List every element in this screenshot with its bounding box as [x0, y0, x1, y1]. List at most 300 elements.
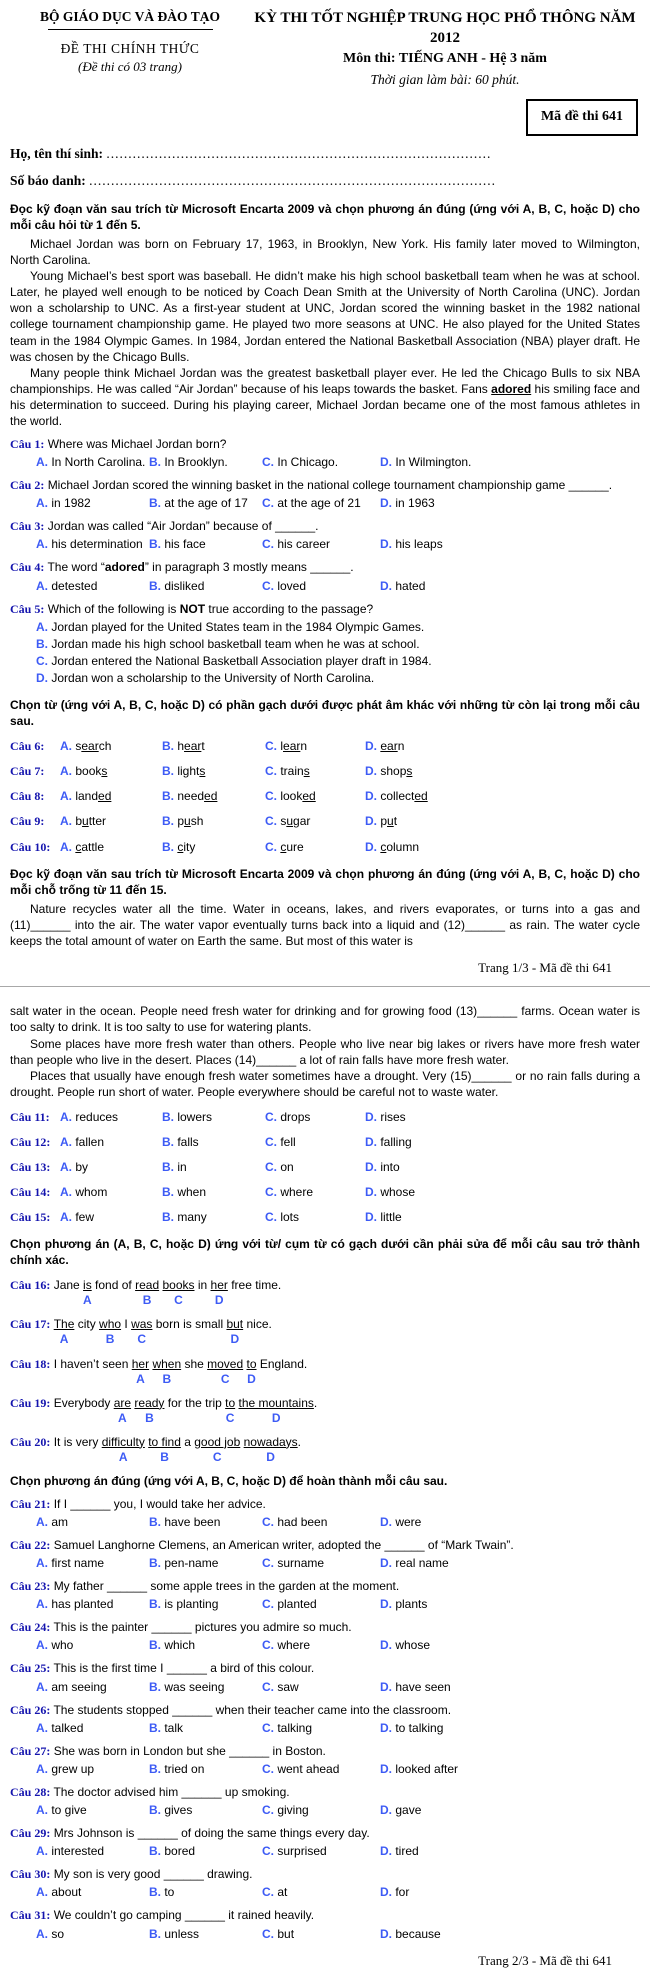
option-B: B. at the age of 17 [149, 496, 248, 511]
option-letter: A. [36, 1514, 48, 1529]
option-letter: B. [162, 789, 174, 804]
option-D: D. shops [365, 764, 413, 779]
underlined-text: c [280, 839, 287, 854]
question: Câu 22: Samuel Langhorne Clemens, an American writer, adopted the ______ of “Mark Twain”. A. first name B. pen-name C. surname D. real name [10, 1537, 640, 1571]
underlined-word: to D [246, 1356, 257, 1386]
option-B: B. tried on [149, 1761, 205, 1776]
option-letter: D. [380, 578, 392, 593]
option-letter: B. [149, 578, 161, 593]
option-C: C. talking [262, 1720, 313, 1735]
option-letter: A. [60, 789, 72, 804]
option-A: A. am [36, 1514, 69, 1529]
options-row [36, 1843, 640, 1859]
option-letter: D [266, 1449, 275, 1464]
reading-passage [10, 1003, 640, 1099]
question-number: Câu 21: [10, 1496, 51, 1511]
option-letter: C. [265, 1160, 277, 1174]
option-letter: A. [36, 1926, 48, 1941]
passage-paragraph: Some places have more fresh water than others. People who live near big lakes or rivers have more fresh water than people who live in the desert. Places (14)______ a lot of rain falls have more fresh water. [10, 1036, 640, 1067]
underlined-word: to C [225, 1395, 236, 1425]
option-letter: D. [380, 1720, 392, 1735]
option-C: C. giving [262, 1803, 309, 1818]
option-D: D. his leaps [380, 537, 443, 552]
underlined-word: to find B [148, 1434, 181, 1464]
option-B: B. bored [149, 1844, 196, 1859]
question-row [10, 1134, 640, 1150]
option-B: B. in [162, 1160, 187, 1174]
option-B: B. In Brooklyn. [149, 455, 228, 470]
options-row [36, 454, 640, 470]
option-letter: D. [365, 739, 377, 754]
option-letter: D. [380, 1926, 392, 1941]
option-D: D. have seen [380, 1679, 451, 1694]
option-letter: B [105, 1332, 115, 1347]
option-letter: D. [380, 1803, 392, 1818]
option-B: B. is planting [149, 1597, 219, 1612]
option-letter: C. [262, 496, 274, 511]
option-C: C. where [265, 1185, 314, 1200]
option-letter: B. [162, 1185, 174, 1200]
bold-text: NOT [179, 601, 206, 616]
option-B: B. lowers [162, 1109, 213, 1124]
option-letter: A. [60, 1134, 72, 1149]
header-left-block [10, 8, 250, 76]
option-letter: C. [262, 1679, 274, 1694]
option-letter: A. [36, 537, 48, 552]
option-letter: B. [162, 1109, 174, 1124]
candidate-name-label: Họ, tên thí sinh: [10, 145, 104, 161]
underlined-text: u [286, 814, 294, 829]
page-footer: Trang 1/3 - Mã đề thi 641 [478, 959, 612, 975]
option-A: A. reduces [60, 1109, 119, 1124]
underlined-word: but D [226, 1317, 244, 1347]
question-number: Câu 27: [10, 1743, 51, 1758]
option-letter: B. [162, 739, 174, 754]
option-A: A. grew up [36, 1761, 95, 1776]
underlined-text: ed [302, 789, 316, 804]
option-letter: A. [36, 578, 48, 593]
candidate-name-field [10, 145, 640, 163]
underlined-text: u [82, 814, 89, 829]
option-letter: D [214, 1293, 224, 1308]
option-letter: B. [149, 1556, 161, 1571]
question: Câu 2: Michael Jordan scored the winning basket in the national college tournament championship game ______. A. in 1982 B. at the age of 17 C. at the age of 21 D. in 1963 [10, 477, 640, 511]
option-B: B. falls [162, 1134, 199, 1149]
option-letter: D [271, 1410, 281, 1425]
option-letter: C [220, 1371, 230, 1386]
option-letter: C. [262, 1514, 274, 1529]
option-letter: A. [60, 839, 72, 854]
option-A: A. to give [36, 1803, 87, 1818]
option-B: B. which [149, 1638, 196, 1653]
question-number: Câu 4: [10, 560, 45, 575]
option-letter: A [83, 1293, 92, 1308]
passage-paragraph: Nature recycles water all the time. Water in oceans, lakes, and rivers evaporates, or turns into a gas and (11)______ into the air. The water vapor eventually turns back into a liquid and (12)______ as rain. The water cycle keeps the total amount of water on Earth the same. But most of this water is [10, 901, 640, 948]
question-number: Câu 23: [10, 1579, 51, 1594]
underlined-word: The A [53, 1317, 75, 1347]
passage-paragraph: Michael Jordan was born on February 17, 1963, in Brooklyn, New York. His family later moved to Wilmington, North Carolina. [10, 237, 640, 268]
question: Câu 25: This is the first time I ______ a bird of this colour. A. am seeing B. was seeing C. saw D. have seen [10, 1660, 640, 1694]
option-letter: B. [162, 764, 174, 779]
option-letter: B. [162, 839, 174, 854]
option-C: C. went ahead [262, 1761, 340, 1776]
option-A: A. books [60, 764, 108, 779]
question: Câu 1: Where was Michael Jordan born? A. In North Carolina. B. In Brooklyn. C. In Chicago. D. In Wilmington. [10, 436, 640, 470]
option-letter: C [137, 1332, 147, 1347]
question-number: Câu 25: [10, 1661, 51, 1676]
option-D: D. collected [365, 789, 428, 804]
underlined-text: s [406, 764, 413, 779]
option-D: D. Jordan won a scholarship to the University of North Carolina. [36, 670, 375, 685]
error-identification-question: Câu 17: The A city who B I was C born is small but D nice. [10, 1317, 272, 1347]
option-letter: C. [265, 1185, 277, 1200]
option-A: A. In North Carolina. [36, 455, 146, 470]
option-A: A. landed [60, 789, 112, 804]
question-number: Câu 5: [10, 601, 45, 616]
option-letter: A [118, 1449, 128, 1464]
page-1 [0, 0, 650, 978]
candidate-number-field [10, 172, 640, 190]
option-letter: B. [149, 1761, 161, 1776]
option-letter: B. [162, 1160, 174, 1174]
option-letter: D. [365, 1210, 377, 1225]
option-D: D. because [380, 1926, 441, 1941]
underlined-text: s [101, 764, 108, 779]
question-number: Câu 10: [10, 839, 51, 854]
question: Câu 5: Which of the following is NOT true according to the passage? A. Jordan played for the United States team in the 1984 Olympic Games. B. Jordan made his high school basketball team when he was at school. C. Jordan entered the National Basketball Association player draft in 1984. D. Jordan won a scholarship to the University of North Carolina. [10, 601, 640, 686]
option-letter: C. [265, 764, 277, 779]
underlined-text: ear [380, 739, 398, 754]
option-D: D. plants [380, 1597, 428, 1612]
option-letter: C. [262, 1720, 274, 1735]
passage-paragraph: salt water in the ocean. People need fresh water for drinking and for growing food (13)______ farms. Ocean water is too salty to drink. It is too salty to use for watering plants. [10, 1004, 640, 1035]
section-instruction: Chọn phương án đúng (ứng với A, B, C, hoặc D) để hoàn thành mỗi câu sau. [10, 1473, 448, 1488]
question: Câu 21: If I ______ you, I would take her advice. A. am B. have been C. had been D. were [10, 1496, 640, 1530]
option-letter: B. [162, 1210, 174, 1225]
question: Câu 24: This is the painter ______ pictures you admire so much. A. who B. which C. where D. whose [10, 1619, 640, 1653]
option-letter: A [136, 1371, 145, 1386]
option-letter: C. [262, 1556, 274, 1571]
option-letter: C. [265, 814, 277, 829]
option-letter: B. [149, 1926, 161, 1941]
option-C: C. trains [265, 764, 310, 779]
option-letter: C. [262, 1926, 274, 1941]
underlined-word: ready B [134, 1395, 165, 1425]
option-D: D. earn [365, 739, 405, 754]
option-C: C. at the age of 21 [262, 496, 361, 511]
error-identification-question: Câu 20: It is very difficulty A to find B a good job C nowadays D . [10, 1434, 302, 1464]
exam-subject: Môn thi: TIẾNG ANH - Hệ 3 năm [343, 51, 547, 67]
exam-code-box: Mã đề thi 641 [526, 99, 638, 136]
question-row [10, 813, 640, 829]
underlined-text: u [387, 814, 394, 829]
underlined-word: was C [131, 1317, 153, 1347]
option-letter: D. [380, 1885, 392, 1900]
option-B: B. talk [149, 1720, 184, 1735]
option-letter: B. [149, 455, 161, 470]
option-D: D. in 1963 [380, 496, 435, 511]
underlined-text: ed [98, 789, 112, 804]
option-letter: C [225, 1410, 235, 1425]
option-letter: D. [365, 814, 377, 829]
exam-duration: Thời gian làm bài: 60 phút. [370, 71, 520, 87]
option-letter: D. [380, 1556, 392, 1571]
question: Câu 30: My son is very good ______ drawing. A. about B. to C. at D. for [10, 1866, 640, 1900]
option-letter: D. [365, 1185, 377, 1200]
question-number: Câu 31: [10, 1908, 51, 1923]
option-C: C. surname [262, 1556, 325, 1571]
question: Câu 23: My father ______ some apple trees in the garden at the moment. A. has planted B. is planting C. planted D. plants [10, 1578, 640, 1612]
question-number: Câu 30: [10, 1867, 51, 1882]
option-letter: A. [36, 1720, 48, 1735]
option-D: D. into [365, 1160, 400, 1174]
option-C: C. cure [265, 839, 304, 854]
underlined-word: nowadays D [243, 1434, 298, 1464]
underlined-word: difficulty A [101, 1434, 145, 1464]
passage-paragraph: Places that usually have enough fresh water sometimes have a drought. Very (15)______ or no rain falls during a drought. People run short of water. People everywhere should be careful not to waste water. [10, 1068, 640, 1099]
options-row [36, 1679, 640, 1695]
section-instruction: Chọn phương án (A, B, C, hoặc D) ứng với từ/ cụm từ có gạch dưới cần phải sửa để mỗi câu sau trở thành chính xác. [10, 1237, 640, 1268]
option-letter: D. [380, 1638, 392, 1653]
option-letter: C. [265, 739, 277, 754]
question-number: Câu 28: [10, 1784, 51, 1799]
option-letter: A. [60, 764, 72, 779]
option-D: D. whose [365, 1185, 416, 1200]
option-D: D. tired [380, 1844, 419, 1859]
question-number: Câu 16: [10, 1278, 51, 1293]
option-letter: A. [36, 619, 48, 634]
question-number: Câu 20: [10, 1434, 51, 1449]
option-letter: C. [262, 1638, 274, 1653]
option-letter: D [247, 1371, 256, 1386]
question-number: Câu 3: [10, 519, 45, 534]
option-C: C. planted [262, 1597, 317, 1612]
passage-paragraph: Young Michael’s best sport was baseball. He didn’t make his high school basketball team when he was at school. Later, he played well enough to be noticed by Coach Dean Smith at the University of North Carolina (UNC). Jordan won a scholarship to UNC. As a first-year student at UNC, Jordan scored the winning basket in the 1982 national college tournament championship game. He played two more seasons at UNC. He also played for the United States team in the 1984 Olympic Games. In 1984, Jordan entered the National Basketball Association (NBA) player draft. He was chosen by the Chicago Bulls. [10, 269, 640, 364]
option-D: D. In Wilmington. [380, 455, 472, 470]
section-instruction: Đọc kỹ đoạn văn sau trích từ Microsoft Encarta 2009 và chọn phương án đúng (ứng với A, B, C, hoặc D) cho mỗi câu hỏi từ 1 đến 5. [10, 201, 640, 232]
option-C: C. looked [265, 789, 316, 804]
question-number: Câu 1: [10, 437, 45, 452]
option-letter: A [118, 1410, 127, 1425]
option-B: B. have been [149, 1514, 221, 1529]
candidate-number-label: Số báo danh: [10, 172, 86, 188]
option-letter: C. [262, 578, 274, 593]
option-D: D. looked after [380, 1761, 459, 1776]
question-number: Câu 15: [10, 1210, 51, 1225]
underlined-word: are A [113, 1395, 132, 1425]
option-B: B. lights [162, 764, 206, 779]
question-number: Câu 14: [10, 1185, 51, 1200]
underlined-word: books C [162, 1278, 195, 1308]
option-D: D. were [380, 1514, 422, 1529]
option-A: A. few [60, 1210, 95, 1225]
option-letter: C. [265, 839, 277, 854]
options-row [36, 1514, 640, 1530]
question-row [10, 1209, 640, 1225]
question-number: Câu 24: [10, 1620, 51, 1635]
question: Câu 29: Mrs Johnson is ______ of doing the same things every day. A. interested B. bored C. surprised D. tired [10, 1825, 640, 1859]
option-A: A. whom [60, 1185, 108, 1200]
options-row [36, 1720, 640, 1736]
option-A: A. fallen [60, 1134, 105, 1149]
option-D: D. little [365, 1210, 402, 1225]
page-1-content [10, 201, 640, 976]
option-C: C. lots [265, 1210, 300, 1225]
option-letter: C [174, 1293, 183, 1308]
page-2 [0, 997, 650, 1971]
option-B: B. heart [162, 739, 205, 754]
option-letter: C. [265, 1134, 277, 1149]
underlined-word: her A [131, 1356, 150, 1386]
option-D: D. whose [380, 1638, 431, 1653]
options-row [36, 1884, 640, 1900]
option-letter: B [162, 1371, 172, 1386]
option-letter: A. [36, 1885, 48, 1900]
option-letter: A. [36, 455, 48, 470]
option-letter: D. [380, 537, 392, 552]
question-number: Câu 19: [10, 1395, 51, 1410]
option-letter: C. [265, 1109, 277, 1124]
option-letter: D. [380, 1844, 392, 1859]
option-A: A. butter [60, 814, 107, 829]
underlined-word: moved C [207, 1356, 244, 1386]
underlined-text: ear [283, 739, 301, 754]
option-letter: B. [149, 537, 161, 552]
error-identification-question: Câu 16: Jane is A fond of read B books C in her D free time. [10, 1278, 282, 1308]
question: Câu 28: The doctor advised him ______ up smoking. A. to give B. gives C. giving D. gave [10, 1784, 640, 1818]
question-number: Câu 18: [10, 1356, 51, 1371]
option-A: A. search [60, 739, 112, 754]
options-row [36, 536, 640, 552]
underlined-word: good job C [194, 1434, 241, 1464]
bold-text: adored [104, 560, 145, 575]
option-letter: A. [36, 1679, 48, 1694]
option-A: A. detested [36, 578, 98, 593]
question: Câu 27: She was born in London but she ______ in Boston. A. grew up B. tried on C. went ahead D. looked after [10, 1743, 640, 1777]
option-letter: C. [262, 1844, 274, 1859]
underlined-text [491, 382, 531, 396]
exam-type: ĐỀ THI CHÍNH THỨC [60, 41, 200, 57]
option-letter: A. [60, 814, 72, 829]
option-letter: D. [380, 455, 392, 470]
option-letter: A. [36, 1761, 48, 1776]
option-letter: B. [149, 1720, 161, 1735]
candidate-number-dots: ............................................................................................. [89, 172, 497, 188]
option-D: D. to talking [380, 1720, 444, 1735]
question-number: Câu 11: [10, 1109, 50, 1124]
question-number: Câu 2: [10, 478, 45, 493]
question-number: Câu 9: [10, 814, 45, 829]
reading-passage [10, 236, 640, 429]
option-B: B. when [162, 1185, 207, 1200]
underlined-word: her D [210, 1278, 228, 1308]
option-letter: C. [262, 1761, 274, 1776]
option-A: A. Jordan played for the United States team in the 1984 Olympic Games. [36, 619, 425, 634]
option-C: C. learn [265, 739, 308, 754]
option-letter: A. [36, 1556, 48, 1571]
option-A: A. interested [36, 1844, 105, 1859]
options-row [36, 578, 640, 594]
option-letter: B [145, 1410, 154, 1425]
option-C: C. where [262, 1638, 311, 1653]
question-row [10, 839, 640, 855]
page-footer: Trang 2/3 - Mã đề thi 641 [478, 1952, 612, 1968]
option-C: C. sugar [265, 814, 311, 829]
option-letter: A. [60, 739, 72, 754]
option-letter: D. [365, 1109, 377, 1124]
option-letter: D. [380, 1597, 392, 1612]
page-2-content [10, 1003, 640, 1969]
option-B: B. push [162, 814, 204, 829]
question-row [10, 1159, 640, 1175]
option-letter: C. [262, 1885, 274, 1900]
option-C: C. at [262, 1885, 288, 1900]
option-letter: C. [36, 653, 48, 668]
option-letter: B. [149, 1679, 161, 1694]
document-header [10, 8, 640, 89]
option-D: D. rises [365, 1109, 406, 1124]
option-letter: D. [365, 764, 377, 779]
question-number: Câu 29: [10, 1826, 51, 1841]
option-letter: B [160, 1449, 169, 1464]
underlined-word: read B [135, 1278, 160, 1308]
option-B: B. needed [162, 789, 218, 804]
option-letter: A. [60, 1185, 72, 1200]
option-letter: B. [162, 814, 174, 829]
option-letter: C. [262, 537, 274, 552]
option-D: D. put [365, 814, 398, 829]
option-D: D. falling [365, 1134, 412, 1149]
underlined-text: u [184, 814, 191, 829]
underlined-text: ear [81, 739, 99, 754]
option-C: C. saw [262, 1679, 299, 1694]
section-instruction: Đọc kỹ đoạn văn sau trích từ Microsoft Encarta 2009 và chọn phương án đúng (ứng với A, B, C, hoặc D) cho mỗi chỗ trống từ 11 đến 15. [10, 866, 640, 897]
options-row [36, 1761, 640, 1777]
option-letter: B. [149, 1514, 161, 1529]
pages-note: (Đề thi có 03 trang) [78, 59, 182, 75]
option-C: C. but [262, 1926, 295, 1941]
option-C: C. loved [262, 578, 307, 593]
option-A: A. about [36, 1885, 82, 1900]
reading-passage [10, 901, 640, 949]
option-letter: B. [149, 1803, 161, 1818]
option-A: A. am seeing [36, 1679, 107, 1694]
page-divider [0, 986, 650, 987]
underlined-text: c [75, 839, 82, 854]
bold-text: adored [491, 381, 532, 396]
option-letter: D. [380, 496, 392, 511]
options-stack [36, 619, 640, 686]
option-A: A. who [36, 1638, 74, 1653]
option-letter: A. [60, 1109, 72, 1124]
option-B: B. was seeing [149, 1679, 225, 1694]
option-letter: B. [149, 1597, 161, 1612]
question-number: Câu 13: [10, 1160, 51, 1174]
option-B: B. to [149, 1885, 175, 1900]
options-row [36, 1637, 640, 1653]
option-letter: D. [365, 1160, 377, 1174]
option-letter: C. [265, 789, 277, 804]
option-letter: A [59, 1332, 69, 1347]
question-number: Câu 22: [10, 1538, 51, 1553]
question: Câu 4: The word “adored” in paragraph 3 mostly means ______. A. detested B. disliked C. loved D. hated [10, 559, 640, 593]
question: Câu 26: The students stopped ______ when their teacher came into the classroom. A. talked B. talk C. talking D. to talking [10, 1702, 640, 1736]
option-B: B. gives [149, 1803, 193, 1818]
option-letter: A. [36, 1803, 48, 1818]
underlined-text: c [380, 839, 387, 854]
option-D: D. real name [380, 1556, 449, 1571]
underlined-text: ear [184, 739, 202, 754]
